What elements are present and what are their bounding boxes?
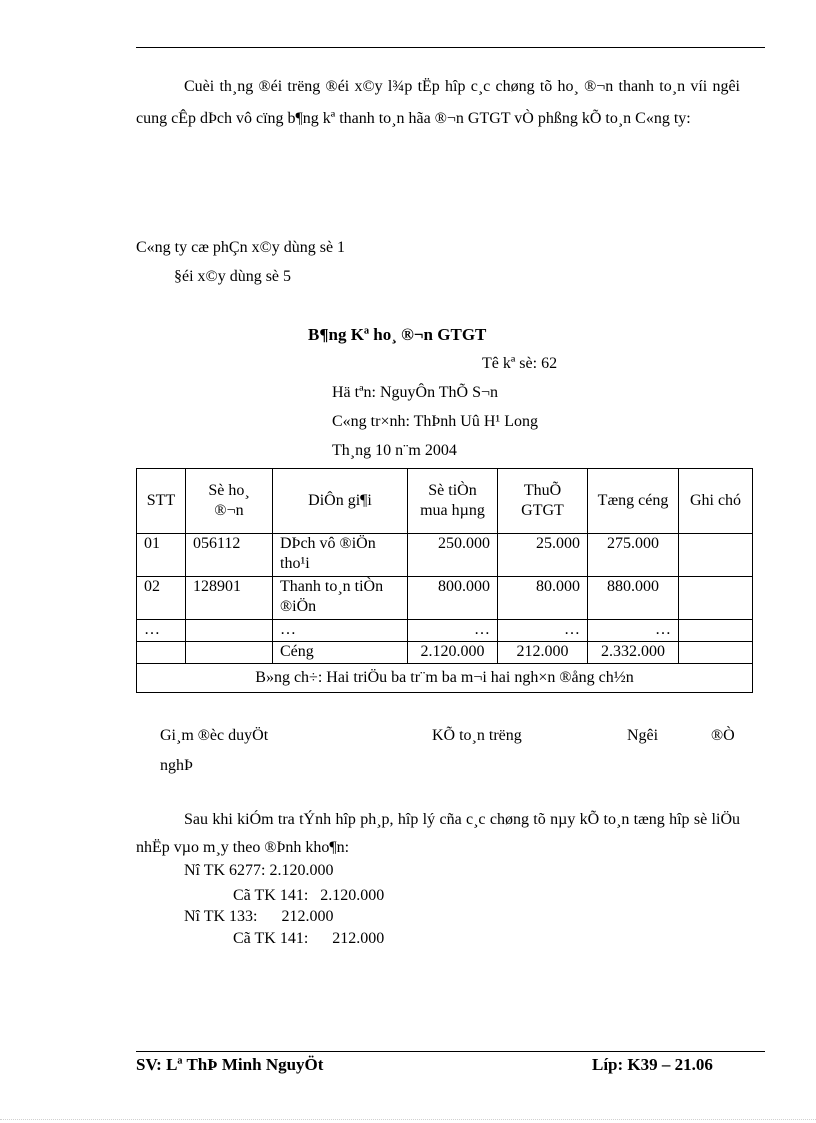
table-row xyxy=(137,577,753,620)
entry-debit-133: Nî TK 133: 212.000 xyxy=(184,908,334,925)
header-invoice: Sè ho¸ ®¬n xyxy=(186,469,273,534)
cell-description: DÞch vô ®iÖn tho¹i xyxy=(273,534,408,577)
signature-proposer-1: Ngêi xyxy=(627,727,659,744)
footer-rule xyxy=(136,1051,765,1052)
cell-note xyxy=(679,577,753,620)
cell-description: … xyxy=(273,620,408,642)
signature-proposer-2: ®Ò xyxy=(711,727,735,744)
cell-amount: 250.000 xyxy=(408,534,498,577)
cell-total: 880.000 xyxy=(588,577,679,620)
cell-total: 275.000 xyxy=(588,534,679,577)
footer-class: Líp: K39 – 21.06 xyxy=(592,1055,713,1074)
cell-vat: 25.000 xyxy=(498,534,588,577)
form-period: Th¸ng 10 n¨m 2004 xyxy=(332,442,457,459)
cell-vat: 80.000 xyxy=(498,577,588,620)
header-stt: STT xyxy=(137,469,186,534)
invoice-table xyxy=(136,468,753,693)
entry-debit-6277: Nî TK 6277: 2.120.000 xyxy=(184,862,334,879)
form-project: C«ng tr×nh: ThÞnh Uû H¹ Long xyxy=(332,413,538,430)
header-vat: ThuÕ GTGT xyxy=(498,469,588,534)
form-name: Hä tªn: NguyÔn ThÕ S¬n xyxy=(332,384,499,401)
page-edge xyxy=(0,1119,816,1120)
total-row xyxy=(137,642,753,664)
table-row xyxy=(137,534,753,577)
signature-proposer-3: nghÞ xyxy=(160,757,193,774)
table-header-row xyxy=(137,469,753,534)
cell-amount: … xyxy=(408,620,498,642)
intro-paragraph: Cuèi th¸ng ®éi trëng ®éi x©y l¾p tËp hîp c¸c chøng tõ ho¸ ®¬n thanh to¸n víi ngêi cung cÊp dÞch vô cïng b¶ng kª thanh to¸n hãa ®¬n GTGT vÒ phßng kÕ to¸n C«ng ty: xyxy=(136,78,740,127)
in-words-row xyxy=(137,664,753,693)
header-amount: Sè tiÒn mua hµng xyxy=(408,469,498,534)
entry-credit-141-a: Cã TK 141: 2.120.000 xyxy=(233,887,385,904)
cell-stt: … xyxy=(137,620,186,642)
amount-in-words: B»ng ch÷: Hai triÖu ba tr¨m ba m¬i hai ngh×n ®ång ch½n xyxy=(137,664,753,693)
cell-invoice: 128901 xyxy=(186,577,273,620)
cell-invoice xyxy=(186,620,273,642)
cell-invoice: 056112 xyxy=(186,534,273,577)
cell-description: Thanh to¸n tiÒn ®iÖn xyxy=(273,577,408,620)
closing-paragraph: Sau khi kiÓm tra tÝnh hîp ph¸p, hîp lý cña c¸c chøng tõ nµy kÕ to¸n tæng hîp sè liÖu nhËp vµo m¸y theo ®Þnh kho¶n: xyxy=(136,811,740,856)
total-amount: 2.120.000 xyxy=(408,642,498,664)
table-row xyxy=(137,620,753,642)
total-label: Céng xyxy=(273,642,408,664)
total-vat: 212.000 xyxy=(498,642,588,664)
cell-vat: … xyxy=(498,620,588,642)
form-title: B¶ng Kª ho¸ ®¬n GTGT xyxy=(308,325,487,344)
cell-note xyxy=(679,620,753,642)
cell-stt: 02 xyxy=(137,577,186,620)
cell-stt: 01 xyxy=(137,534,186,577)
header-description: DiÔn gi¶i xyxy=(273,469,408,534)
cell-total: … xyxy=(588,620,679,642)
form-number: Tê kª sè: 62 xyxy=(482,355,558,372)
signature-chief-accountant: KÕ to¸n trëng xyxy=(432,727,522,744)
cell-note xyxy=(679,534,753,577)
company-name: C«ng ty cæ phÇn x©y dùng sè 1 xyxy=(136,239,346,256)
header-rule xyxy=(136,47,765,48)
signature-director: Gi¸m ®èc duyÖt xyxy=(160,727,269,744)
total-sum: 2.332.000 xyxy=(588,642,679,664)
header-total: Tæng céng xyxy=(588,469,679,534)
cell-amount: 800.000 xyxy=(408,577,498,620)
footer-student: SV: Lª ThÞ Minh NguyÖt xyxy=(136,1055,324,1074)
team-name: §éi x©y dùng sè 5 xyxy=(174,268,292,285)
entry-credit-141-b: Cã TK 141: 212.000 xyxy=(233,930,385,947)
header-note: Ghi chó xyxy=(679,469,753,534)
